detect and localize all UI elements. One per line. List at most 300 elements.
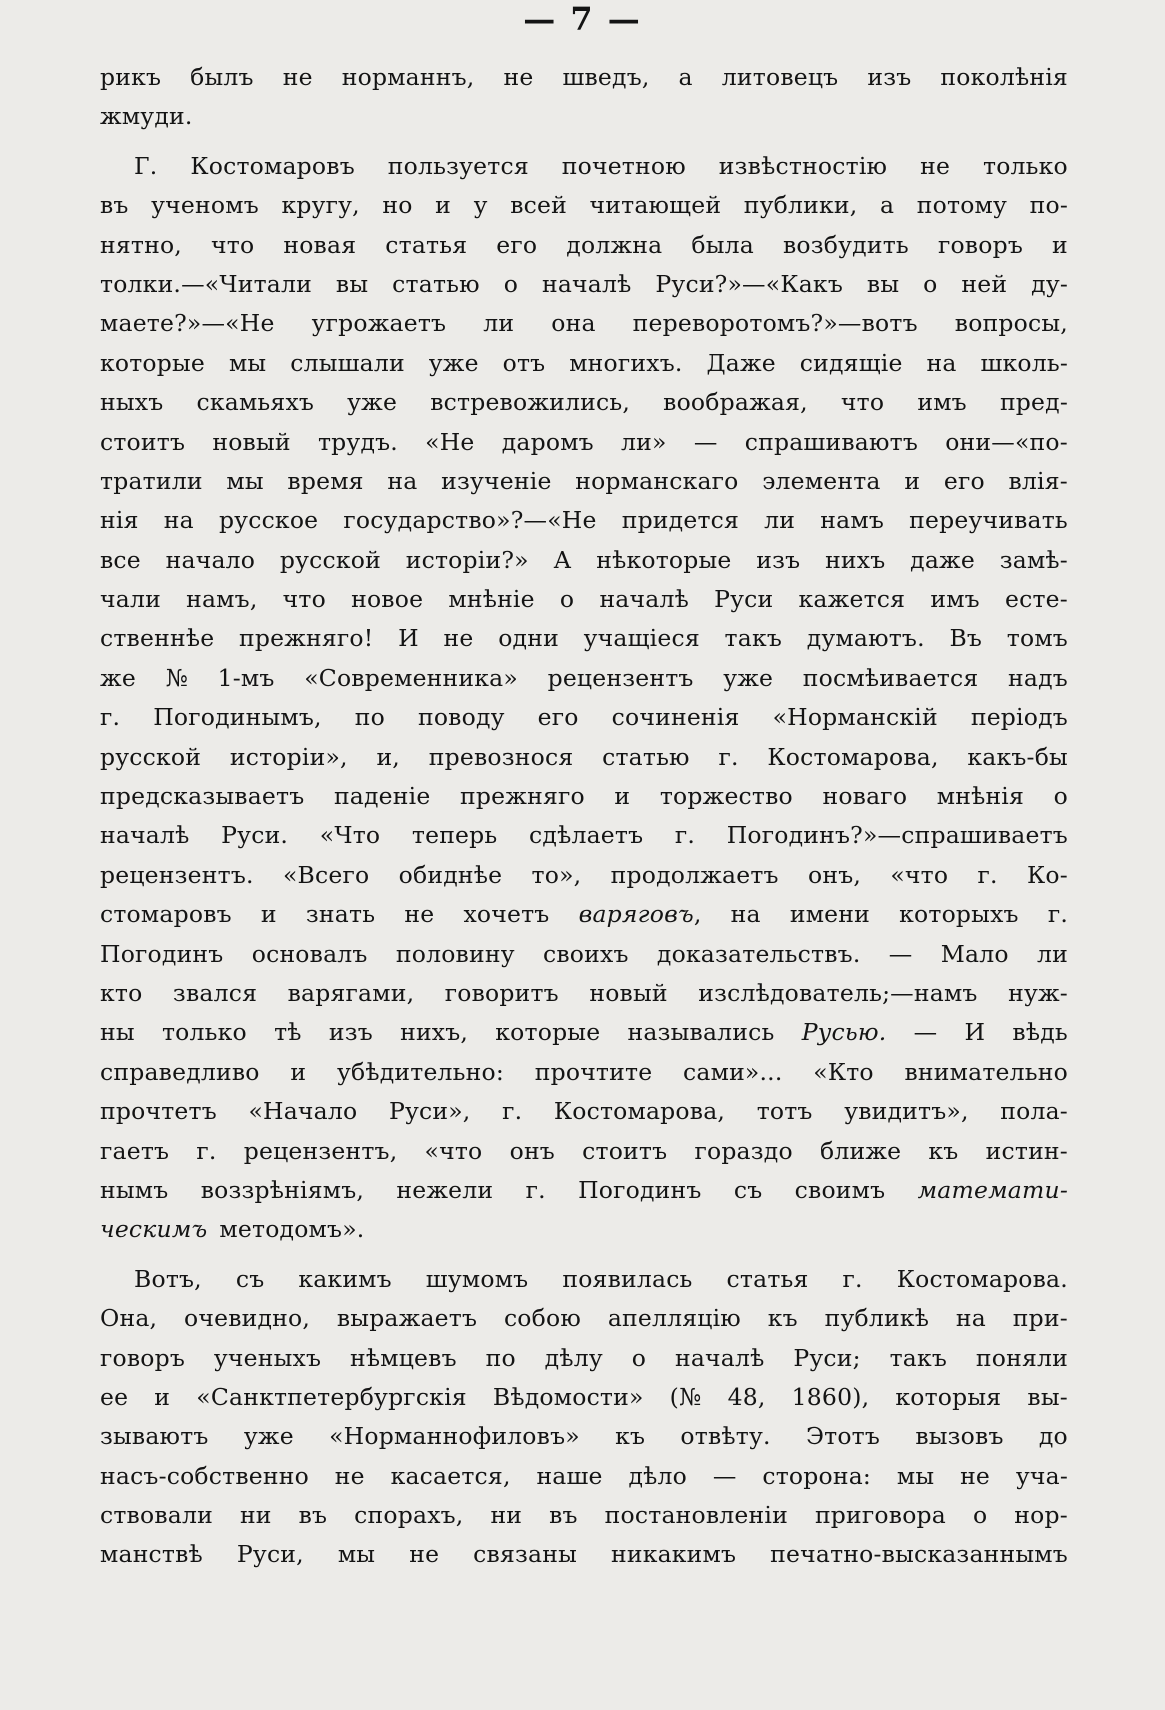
word: А (553, 545, 572, 574)
word: по (354, 703, 385, 732)
word: мы (226, 466, 264, 495)
word: сами»... (683, 1057, 783, 1086)
word: есте- (1004, 585, 1068, 614)
word: убѣдительно: (336, 1057, 505, 1086)
word: къ (928, 1136, 959, 1165)
text-line (100, 462, 1068, 501)
word: нѣмцевъ (350, 1343, 457, 1372)
word: «Современника» (304, 663, 518, 692)
word: рикъ (100, 63, 162, 91)
text-line (100, 1378, 1068, 1417)
word: и (290, 1057, 307, 1086)
word: его (496, 230, 538, 259)
word: половину (395, 939, 515, 968)
word: Даже (706, 348, 776, 377)
word: и (260, 900, 277, 929)
text-line (100, 856, 1068, 895)
word: зываютъ (100, 1422, 209, 1451)
word: школь- (980, 348, 1068, 377)
word: Русью. (801, 1018, 887, 1047)
word: Руси; (793, 1343, 861, 1372)
text-line (100, 501, 1068, 540)
word: г. (196, 1136, 217, 1165)
word: превознося (428, 742, 574, 771)
word: трудъ. (317, 427, 398, 456)
word: поводу (417, 703, 505, 732)
word: сдѣлаетъ (529, 821, 644, 850)
word: вызовъ (915, 1422, 1004, 1451)
word: 1860), (791, 1382, 870, 1411)
word: сидящіе (799, 348, 903, 377)
word: изъ (756, 545, 801, 574)
word: предсказываетъ (100, 782, 305, 811)
word: нихъ (825, 545, 886, 574)
word: переучивать (909, 506, 1068, 535)
word: уча- (1015, 1461, 1068, 1490)
word: нѣкоторые (596, 545, 732, 574)
paragraph (100, 147, 1068, 1250)
word: появилась (562, 1264, 693, 1293)
word: стомаровъ (100, 900, 232, 929)
word: началѣ (674, 1343, 765, 1372)
word: не (503, 63, 534, 91)
word: все (100, 545, 141, 574)
word: Костомарова, (767, 742, 939, 771)
word: изученіе (441, 466, 552, 495)
word: нымъ (100, 1175, 169, 1204)
word: въ (100, 191, 129, 220)
word: придется (621, 506, 740, 535)
word: г. (842, 1264, 863, 1293)
text-line (100, 1457, 1068, 1496)
word: всей (510, 191, 567, 220)
word: нежели (396, 1175, 494, 1204)
word: но (382, 191, 413, 220)
word: приговора (814, 1501, 946, 1530)
word: они—«по- (945, 427, 1068, 456)
word: на (955, 1304, 986, 1333)
word: нія (100, 506, 139, 535)
word: теперь (411, 821, 498, 850)
word: статью (392, 269, 480, 298)
word: государство»?—«Не (343, 506, 597, 535)
word: мнѣніе (448, 585, 535, 614)
text-line (100, 1535, 1068, 1574)
word: мнѣнія (936, 782, 1025, 811)
word: былъ (190, 63, 254, 91)
word: спорахъ, (354, 1501, 464, 1530)
word: математи- (917, 1175, 1068, 1204)
word: рецензентъ (547, 663, 694, 692)
word: не (920, 151, 951, 180)
word: (№ (669, 1382, 702, 1411)
word: Костомарова. (896, 1264, 1068, 1293)
word: и (435, 191, 452, 220)
text-line (100, 1092, 1068, 1131)
word: обиднѣе (398, 860, 503, 889)
word: продолжаетъ (610, 860, 779, 889)
word: вѣдь (1012, 1018, 1068, 1047)
word: которыя (895, 1382, 1002, 1411)
word: ческимъ (100, 1215, 208, 1244)
word: шумомъ (425, 1264, 529, 1293)
text-line (100, 265, 1068, 304)
word: внимательно (904, 1057, 1068, 1086)
word: уже (347, 388, 398, 417)
word: истин- (985, 1136, 1068, 1165)
text-line (100, 1339, 1068, 1378)
word: «Не (425, 427, 475, 456)
word: спрашиваютъ (744, 427, 918, 456)
word: г. (100, 703, 121, 732)
word: даромъ (501, 427, 594, 456)
word: И (398, 624, 419, 653)
word: дѣло (628, 1461, 688, 1490)
word: публики, (743, 191, 858, 220)
text-line (100, 1210, 1068, 1249)
text-line (100, 304, 1068, 343)
word: насъ-собственно (100, 1461, 309, 1490)
word: прочтите (534, 1057, 653, 1086)
word: съ (235, 1264, 265, 1293)
word: даже (910, 545, 975, 574)
word: маете?»—«Не (100, 309, 275, 338)
text-line (100, 1496, 1068, 1535)
word: говоръ (100, 1343, 186, 1372)
word: она (551, 309, 596, 338)
word: русской (100, 742, 202, 771)
word: и (904, 466, 921, 495)
word: не (443, 624, 474, 653)
word: не (409, 1540, 440, 1569)
word: и (154, 1382, 171, 1411)
word: ней (961, 269, 1008, 298)
word: ныхъ (100, 388, 164, 417)
word: слышали (290, 348, 405, 377)
word: апелляцію (607, 1304, 741, 1333)
word: никакимъ (610, 1540, 737, 1569)
word: на (926, 348, 957, 377)
word: увидитъ», (844, 1097, 969, 1126)
text-line (100, 97, 1068, 136)
word: тотъ (756, 1097, 813, 1126)
word: шведъ, (562, 63, 650, 91)
word: новаго (822, 782, 908, 811)
word: пользуется (387, 151, 529, 180)
word: «Начало (248, 1097, 358, 1126)
word: ли (764, 506, 796, 535)
word: изслѣдователь;—намъ (698, 978, 978, 1007)
word: прежняго (460, 782, 585, 811)
word: паденіе (333, 782, 431, 811)
text-line (100, 580, 1068, 619)
text-line (100, 659, 1068, 698)
word: варягами, (287, 978, 415, 1007)
word: новый (589, 978, 668, 1007)
word: ни (490, 1501, 523, 1530)
word: Погодинъ?»—спрашиваетъ (726, 821, 1068, 850)
word: г. (674, 821, 696, 850)
text-line (100, 1132, 1068, 1171)
word: съ (733, 1175, 763, 1204)
word: наше (536, 1461, 603, 1490)
word: учащіеся (583, 624, 700, 653)
word: Погодинъ (100, 939, 224, 968)
word: «Норманскій (772, 703, 938, 732)
word: многихъ. (569, 348, 683, 377)
word: стоитъ (100, 427, 186, 456)
word: о (923, 269, 938, 298)
word: торжество (659, 782, 793, 811)
word: воображая, (663, 388, 808, 417)
word: нор- (1014, 1501, 1068, 1530)
word: была (691, 230, 754, 259)
word: толки.—«Читали (100, 269, 313, 298)
word: началѣ (599, 585, 689, 614)
word: очевидно, (184, 1304, 311, 1333)
text-line (100, 1171, 1068, 1210)
word: думаютъ. (806, 624, 925, 653)
word: ученыхъ (213, 1343, 322, 1372)
word: своихъ (543, 939, 629, 968)
word: переворотомъ?»—вотъ (632, 309, 918, 338)
text-line (100, 344, 1068, 383)
text-line (100, 1299, 1068, 1338)
text-line (100, 974, 1068, 1013)
word: нятно, (100, 230, 182, 259)
word: на (163, 506, 194, 535)
word: чали (100, 585, 161, 614)
word: жмуди. (100, 102, 193, 131)
word: прежняго! (239, 624, 374, 653)
word: ближе (819, 1136, 902, 1165)
text-line (100, 698, 1068, 737)
word: только (161, 1018, 247, 1047)
word: дѣлу (544, 1343, 603, 1372)
word: читающей (589, 191, 722, 220)
word: гаетъ (100, 1136, 170, 1165)
word: литовецъ (721, 63, 839, 91)
word: одни (498, 624, 559, 653)
word: поколѣнія (940, 63, 1068, 91)
word: по- (1029, 191, 1068, 220)
word: и (1052, 230, 1068, 259)
word: доказательствъ. (656, 939, 861, 968)
word: И (964, 1018, 986, 1047)
word: Костомаровъ (190, 151, 355, 180)
word: на (387, 466, 418, 495)
word: Вотъ, (134, 1264, 202, 1293)
word: должна (566, 230, 663, 259)
word: отвѣту. (680, 1422, 771, 1451)
word: Погодинъ (578, 1175, 702, 1204)
word: намъ (820, 506, 885, 535)
word: ее (100, 1382, 129, 1411)
word: изъ (867, 63, 912, 91)
word: началѣ (100, 821, 190, 850)
page-number: — 7 — (523, 0, 642, 38)
word: ли» (621, 427, 667, 456)
word: воззрѣніямъ, (200, 1175, 365, 1204)
word: періодъ (970, 703, 1068, 732)
word: постановленіи (604, 1501, 788, 1530)
word: г. (525, 1175, 546, 1204)
word: хочетъ (463, 900, 550, 929)
word: «что (424, 1136, 483, 1165)
word: Погодинымъ, (153, 703, 322, 732)
word: до (1038, 1422, 1068, 1451)
text-line (100, 935, 1068, 974)
text-line (100, 816, 1068, 855)
word: томъ (1006, 624, 1068, 653)
word: не (404, 900, 435, 929)
word: вы (335, 269, 369, 298)
word: имъ (917, 388, 967, 417)
word: «Всего (282, 860, 370, 889)
word: Вѣдомости» (492, 1382, 644, 1411)
text-line (100, 619, 1068, 658)
word: Руси (714, 585, 774, 614)
text-line (100, 1417, 1068, 1456)
word: русское (218, 506, 319, 535)
word: возбудить (783, 230, 909, 259)
text-line (100, 383, 1068, 422)
word: знать (305, 900, 376, 929)
word: исторіи?» (405, 545, 529, 574)
word: говоритъ (444, 978, 559, 1007)
word: ду- (1031, 269, 1068, 298)
word: методомъ». (219, 1215, 365, 1244)
word: время (287, 466, 364, 495)
text-line (100, 1053, 1068, 1092)
word: стоитъ (582, 1136, 668, 1165)
word: № (165, 663, 189, 692)
word: мы (228, 348, 267, 377)
word: имени (789, 900, 871, 929)
word: которыхъ (899, 900, 1019, 929)
word: ученомъ (151, 191, 259, 220)
word: ственнѣе (100, 624, 215, 653)
word: о (503, 269, 519, 298)
word: уже (723, 663, 774, 692)
word: Мало (940, 939, 1009, 968)
word: что (282, 585, 326, 614)
word: новая (283, 230, 357, 259)
word: звался (172, 978, 258, 1007)
word: изъ (328, 1018, 373, 1047)
word: статья (726, 1264, 809, 1293)
word: что (840, 388, 885, 417)
word: извѣстностію (718, 151, 888, 180)
word: основалъ (251, 939, 368, 968)
word: то», (531, 860, 582, 889)
word: — (888, 939, 913, 968)
text-line (100, 226, 1068, 265)
word: о (1053, 782, 1068, 811)
word: Въ (949, 624, 983, 653)
word: не (282, 63, 313, 91)
word: г. (977, 860, 998, 889)
word: 1-мъ (217, 663, 275, 692)
word: «Санктпетербургскія (196, 1382, 467, 1411)
word: ли (483, 309, 515, 338)
word: рецензентъ, (243, 1136, 398, 1165)
word: онъ (509, 1136, 555, 1165)
text-line (100, 541, 1068, 580)
word: его (943, 466, 985, 495)
text-line (100, 58, 1068, 97)
word: Этотъ (805, 1422, 881, 1451)
word: связаны (473, 1540, 577, 1569)
word: не (960, 1461, 991, 1490)
word: ни (239, 1501, 272, 1530)
word: уже (428, 348, 479, 377)
word: только (983, 151, 1068, 180)
word: Ко- (1027, 860, 1068, 889)
word: г. (1047, 900, 1068, 929)
word: по (485, 1343, 516, 1372)
word: справедливо (100, 1057, 260, 1086)
word: скамьяхъ (196, 388, 315, 417)
word: пред- (999, 388, 1068, 417)
word: Руси, (236, 1540, 304, 1569)
word: о (559, 585, 575, 614)
word: такъ (724, 624, 782, 653)
word: почетною (561, 151, 686, 180)
word: Руси», (388, 1097, 471, 1126)
word: пола- (1000, 1097, 1068, 1126)
word: своимъ (794, 1175, 886, 1204)
word: новый (212, 427, 291, 456)
word: мы (896, 1461, 935, 1490)
word: прочтетъ (100, 1097, 217, 1126)
word: кажется (798, 585, 906, 614)
word: поняли (975, 1343, 1068, 1372)
word: нуж- (1008, 978, 1068, 1007)
word: «Норманнофиловъ» (329, 1422, 580, 1451)
word: г. (502, 1097, 523, 1126)
word: новое (351, 585, 424, 614)
word: ствовали (100, 1501, 213, 1530)
word: касается, (390, 1461, 511, 1490)
word: сторона: (762, 1461, 872, 1490)
word: имъ (930, 585, 980, 614)
text-line (100, 186, 1068, 225)
word: вы- (1027, 1382, 1068, 1411)
word: угрожаетъ (311, 309, 447, 338)
word: гораздо (694, 1136, 793, 1165)
word: мы (337, 1540, 376, 1569)
word: не (334, 1461, 365, 1490)
word: въ (298, 1501, 328, 1530)
word: замѣ- (999, 545, 1068, 574)
word: норманскаго (575, 466, 739, 495)
word: Она, (100, 1304, 158, 1333)
word: Руси?»—«Какъ (655, 269, 843, 298)
text-line (100, 895, 1068, 934)
word: и (614, 782, 631, 811)
word: которые (495, 1018, 601, 1047)
text-line (100, 1260, 1068, 1299)
word: исторіи», (229, 742, 348, 771)
word: какимъ (298, 1264, 392, 1293)
word: публикѣ (824, 1304, 930, 1333)
word: уже (243, 1422, 294, 1451)
word: надъ (1008, 663, 1068, 692)
word: и, (376, 742, 400, 771)
word: къ (767, 1304, 798, 1333)
word: русской (279, 545, 381, 574)
